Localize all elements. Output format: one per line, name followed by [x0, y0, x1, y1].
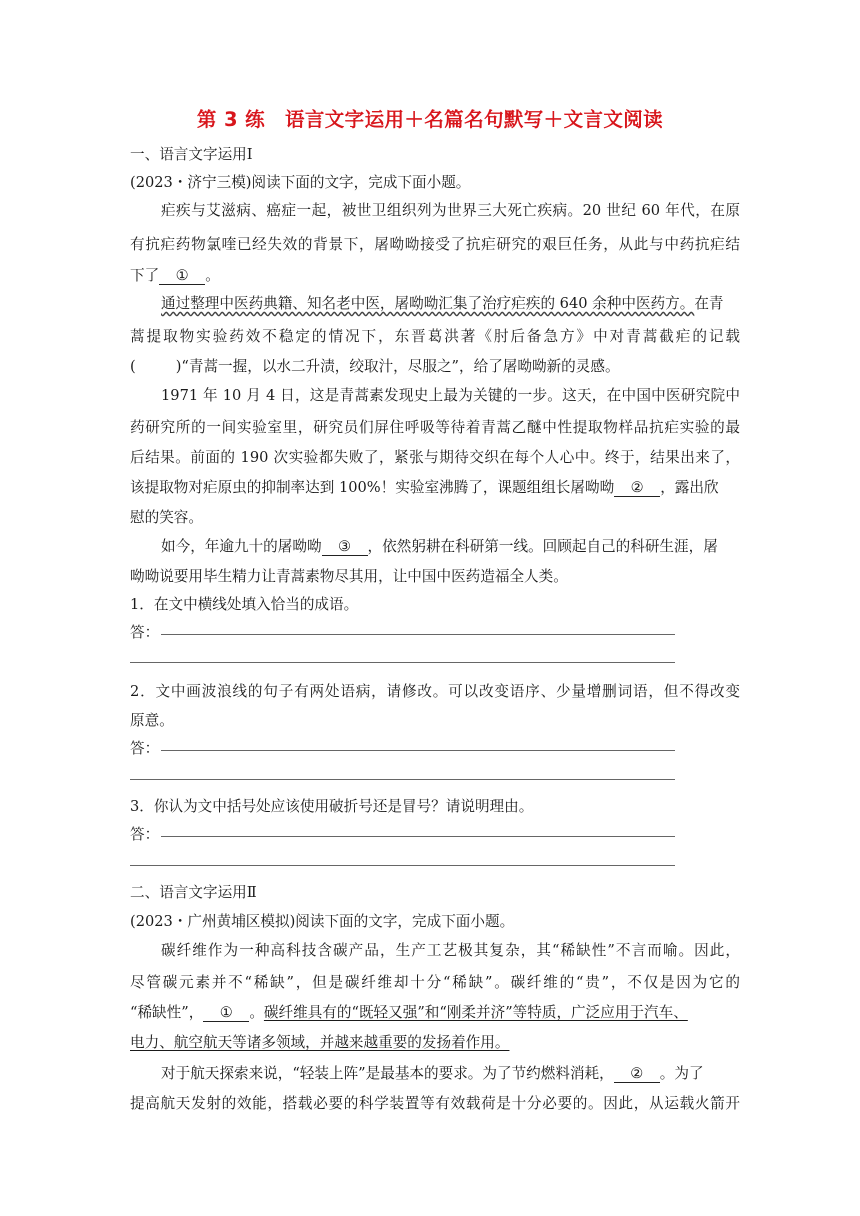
s1-p2-text: 在青 — [694, 295, 724, 312]
s1-paragraph4-line2: 呦呦说要用毕生精力让青蒿素物尽其用，让中国中医药造福全人类。 — [130, 568, 568, 585]
answer-line-1b[interactable] — [130, 662, 675, 663]
answer-label-3: 答： — [130, 826, 160, 843]
s1-paragraph3-line5: 慰的笑容。 — [130, 509, 203, 526]
answer-line-1a[interactable] — [161, 634, 675, 635]
question-1: 1．在文中横线处填入恰当的成语。 — [130, 596, 359, 613]
answer-label-2: 答： — [130, 740, 160, 757]
s1-blank-1: ① — [159, 267, 205, 285]
s2-p2-end: 。为了 — [659, 1065, 704, 1082]
s1-p1-end: 。 — [205, 267, 220, 284]
s1-p4-text: 如今，年逾九十的屠呦呦 — [161, 538, 322, 555]
s1-paren-open: ( — [130, 358, 136, 375]
section1-source: (2023・济宁三模)阅读下面的文字，完成下面小题。 — [130, 174, 471, 191]
s1-paragraph1-line3 — [130, 266, 740, 286]
s2-paragraph1-line3 — [130, 1003, 740, 1023]
s1-blank-3: ③ — [322, 538, 368, 556]
s2-p1-text: “稀缺性”， — [130, 1004, 204, 1021]
s2-p2-text: 对于航天探索来说，“轻装上阵”是最基本的要求。为了节约燃料消耗， — [161, 1065, 614, 1082]
question-2-line2: 原意。 — [130, 712, 174, 729]
s1-paragraph3-line1: 1971 年 10 月 4 日，这是青蒿素发现史上最为关键的一步。这天，在中国中医研究院中 — [161, 387, 740, 404]
s1-paragraph3-line4 — [130, 478, 740, 498]
s2-paragraph2-line1 — [161, 1064, 740, 1084]
s2-paragraph1-line2: 尽管碳元素并不“稀缺”，但是碳纤维却十分“稀缺”。碳纤维的“贵”，不仅是因为它的 — [130, 974, 740, 991]
answer-line-2b[interactable] — [130, 779, 675, 780]
s2-blank-1: ① — [203, 1004, 249, 1022]
s2-paragraph1-line4 — [130, 1033, 740, 1053]
s2-underlined-sentence-b: 电力、航空航天等诸多领域，并越来越重要的发扬着作用。 — [130, 1034, 510, 1051]
s1-paragraph3-line2: 药研究所的一间实验室里，研究员们屏住呼吸等待着青蒿乙醚中性提取物样品抗疟实验的最 — [130, 419, 740, 436]
s1-blank-2: ② — [614, 479, 660, 497]
page-title: 第 3 练 语言文字运用＋名篇名句默写＋文言文阅读 — [196, 108, 664, 131]
s1-paragraph1-line1: 疟疾与艾滋病、癌症一起，被世卫组织列为世界三大死亡疾病。20 世纪 60 年代，在原 — [161, 202, 740, 219]
s2-paragraph2-line2: 提高航天发射的效能，搭载必要的科学装置等有效载荷是十分必要的。因此，从运载火箭开 — [130, 1095, 740, 1112]
s2-blank-2: ② — [614, 1065, 660, 1083]
question-2-line1: 2．文中画波浪线的句子有两处语病，请修改。可以改变语序、少量增删词语，但不得改变 — [130, 683, 740, 700]
s2-p1-period: 。 — [249, 1004, 264, 1021]
s1-p1-text: 下了 — [130, 267, 160, 284]
s1-paragraph2-line2: 蒿提取物实验药效不稳定的情况下，东晋葛洪著《肘后备急方》中对青蒿截疟的记载 — [130, 328, 740, 345]
s1-paragraph4-line1 — [161, 537, 740, 557]
s1-p2-line3-text: )“青蒿一握，以水二升渍，绞取汁，尽服之”，给了屠呦呦新的灵感。 — [175, 358, 620, 375]
answer-line-2a[interactable] — [161, 750, 675, 751]
s2-underlined-sentence-a: 碳纤维具有的“既轻又强”和“刚柔并济”等特质，广泛应用于汽车、 — [263, 1004, 688, 1021]
s1-p3-text: 该提取物对疟原虫的抑制率达到 100%！实验室沸腾了，课题组组长屠呦呦 — [130, 479, 615, 496]
section2-heading: 二、语言文字运用Ⅱ — [130, 884, 257, 901]
section2-source: (2023・广州黄埔区模拟)阅读下面的文字，完成下面小题。 — [130, 913, 515, 930]
s2-paragraph1-line1: 碳纤维作为一种高科技含碳产品，生产工艺极其复杂，其“稀缺性”不言而喻。因此， — [161, 942, 740, 959]
answer-line-3b[interactable] — [130, 865, 675, 866]
s1-paragraph2-line3 — [130, 357, 740, 377]
question-3: 3．你认为文中括号处应该使用破折号还是冒号？请说明理由。 — [130, 798, 534, 815]
section1-heading: 一、语言文字运用Ⅰ — [130, 146, 253, 163]
s1-paragraph3-line3: 后结果。前面的 190 次实验都失败了，紧张与期待交织在每个人心中。终于，结果出来了， — [130, 449, 740, 466]
s1-p3-end: ，露出欣 — [660, 479, 719, 496]
s1-wavy-sentence: 通过整理中医药典籍、知名老中医，屠呦呦汇集了治疗疟疾的 640 余种中医药方。 — [161, 295, 695, 312]
answer-label-1: 答： — [130, 624, 160, 641]
s1-paragraph2-line1 — [161, 294, 740, 314]
s1-p4-end: ，依然躬耕在科研第一线。回顾起自己的科研生涯，屠 — [367, 538, 718, 555]
s1-paragraph1-line2: 有抗疟药物氯喹已经失效的背景下，屠呦呦接受了抗疟研究的艰巨任务，从此与中药抗疟结 — [130, 236, 740, 253]
answer-line-3a[interactable] — [161, 836, 675, 837]
